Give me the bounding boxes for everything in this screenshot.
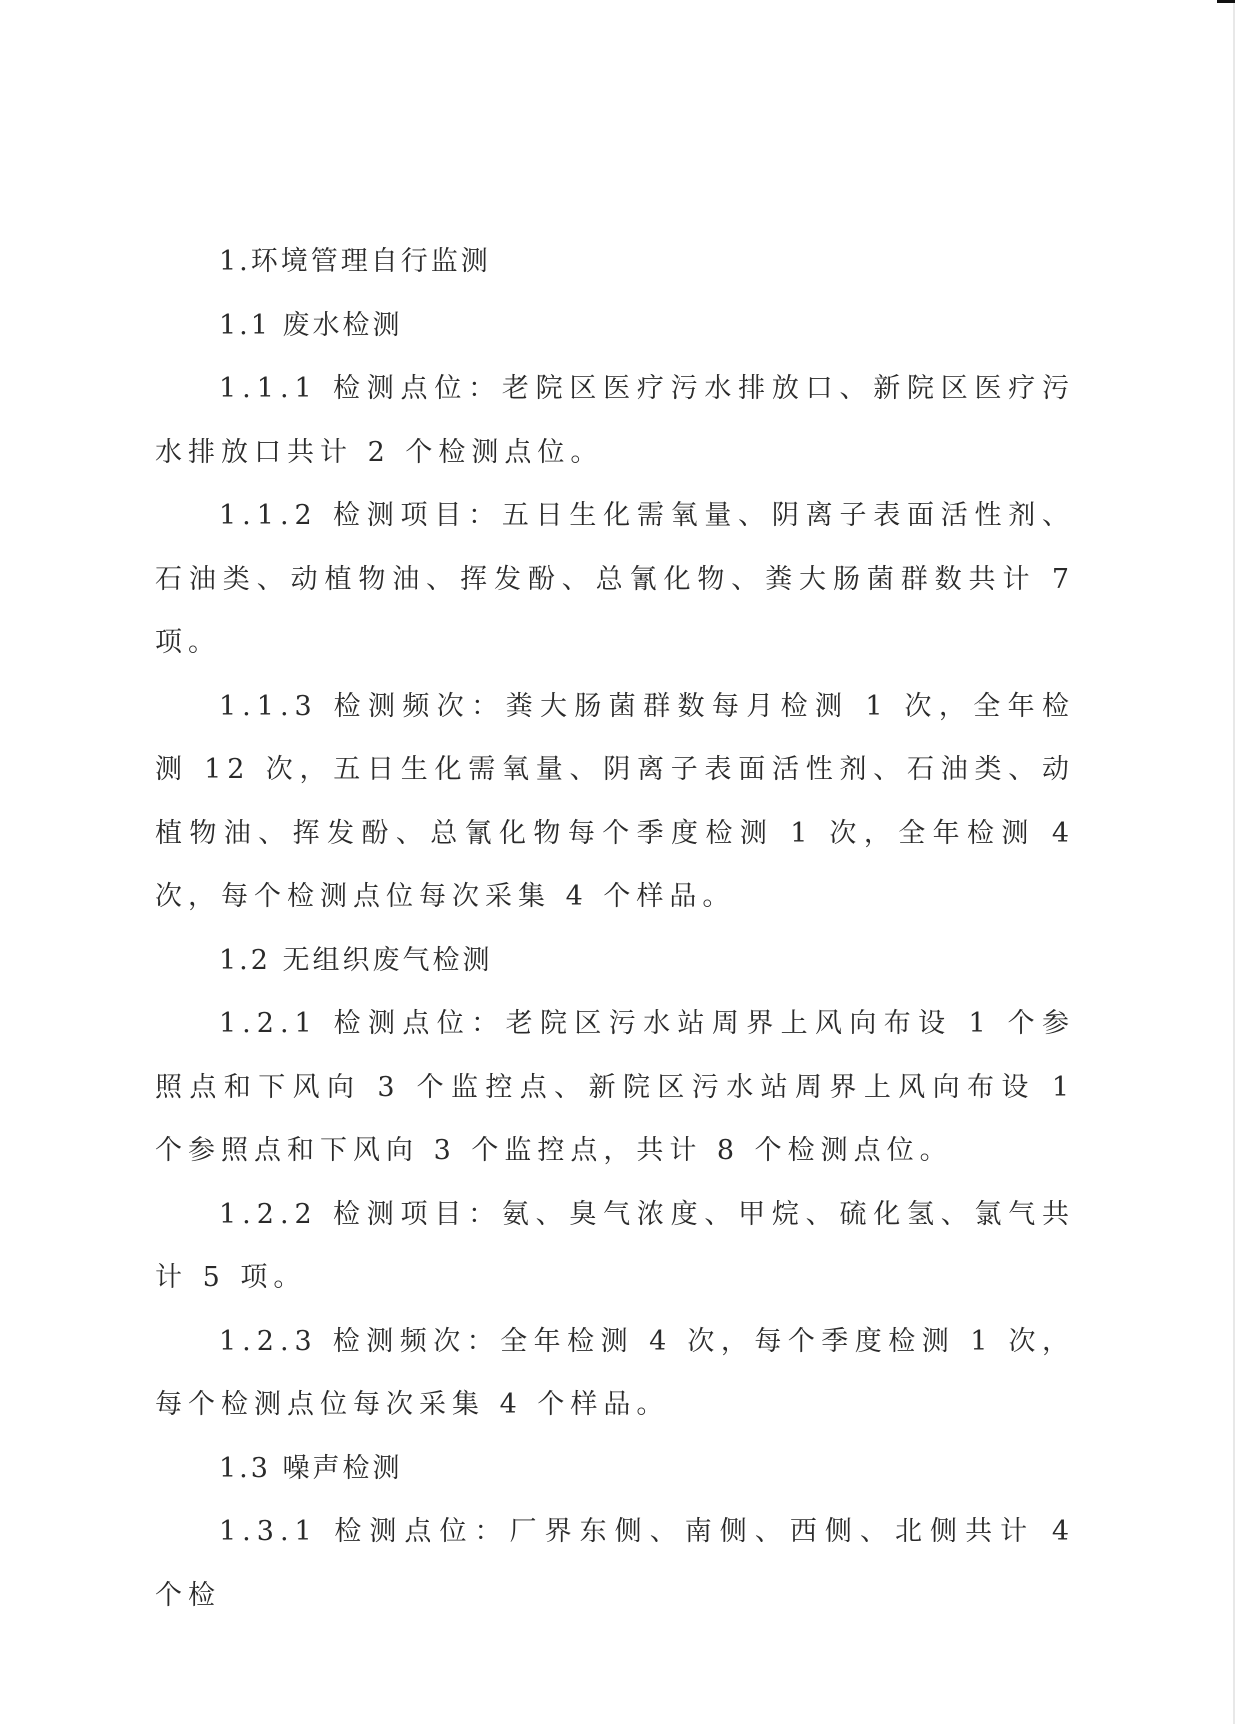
paragraph-1-2-3-frequency: 1.2.3 检测频次：全年检测 4 次，每个季度检测 1 次，每个检测点位每次采集 4 个样品。 xyxy=(155,1325,1075,1420)
paragraph-1-1-2-items: 1.1.2 检测项目：五日生化需氧量、阴离子表面活性剂、石油类、动植物油、挥发酚、总氰化物、粪大肠菌群数共计 7 项。 xyxy=(155,500,1075,658)
section-heading-1-2-exhaust-gas: 1.2 无组织废气检测 xyxy=(219,944,493,976)
section-heading-1-3-noise: 1.3 噪声检测 xyxy=(219,1452,403,1484)
scan-corner-mark xyxy=(1217,0,1235,3)
section-heading-1: 1.环境管理自行监测 xyxy=(219,246,491,277)
paragraph-1-1-3-frequency: 1.1.3 检测频次：粪大肠菌群数每月检测 1 次，全年检测 12 次，五日生化需氧量、阴离子表面活性剂、石油类、动植物油、挥发酚、总氰化物每个季度检测 1 次，全年检测 4 次，每个检测点位每次采集 4 个样品。 xyxy=(155,690,1075,912)
paragraph-1-3-1-locations: 1.3.1 检测点位：厂界东侧、南侧、西侧、北侧共计 4 个检 xyxy=(155,1516,1075,1611)
document-page xyxy=(155,230,1075,1627)
paragraph-1-2-2-items: 1.2.2 检测项目：氨、臭气浓度、甲烷、硫化氢、氯气共计 5 项。 xyxy=(155,1198,1075,1293)
paragraph-1-1-1-locations: 1.1.1 检测点位：老院区医疗污水排放口、新院区医疗污水排放口共计 2 个检测点位。 xyxy=(155,373,1075,468)
paragraph-1-2-1-locations: 1.2.1 检测点位：老院区污水站周界上风向布设 1 个参照点和下风向 3 个监控点、新院区污水站周界上风向布设 1 个参照点和下风向 3 个监控点，共计 8 个检测点位。 xyxy=(155,1008,1075,1166)
section-heading-1-1-wastewater: 1.1 废水检测 xyxy=(219,309,403,341)
